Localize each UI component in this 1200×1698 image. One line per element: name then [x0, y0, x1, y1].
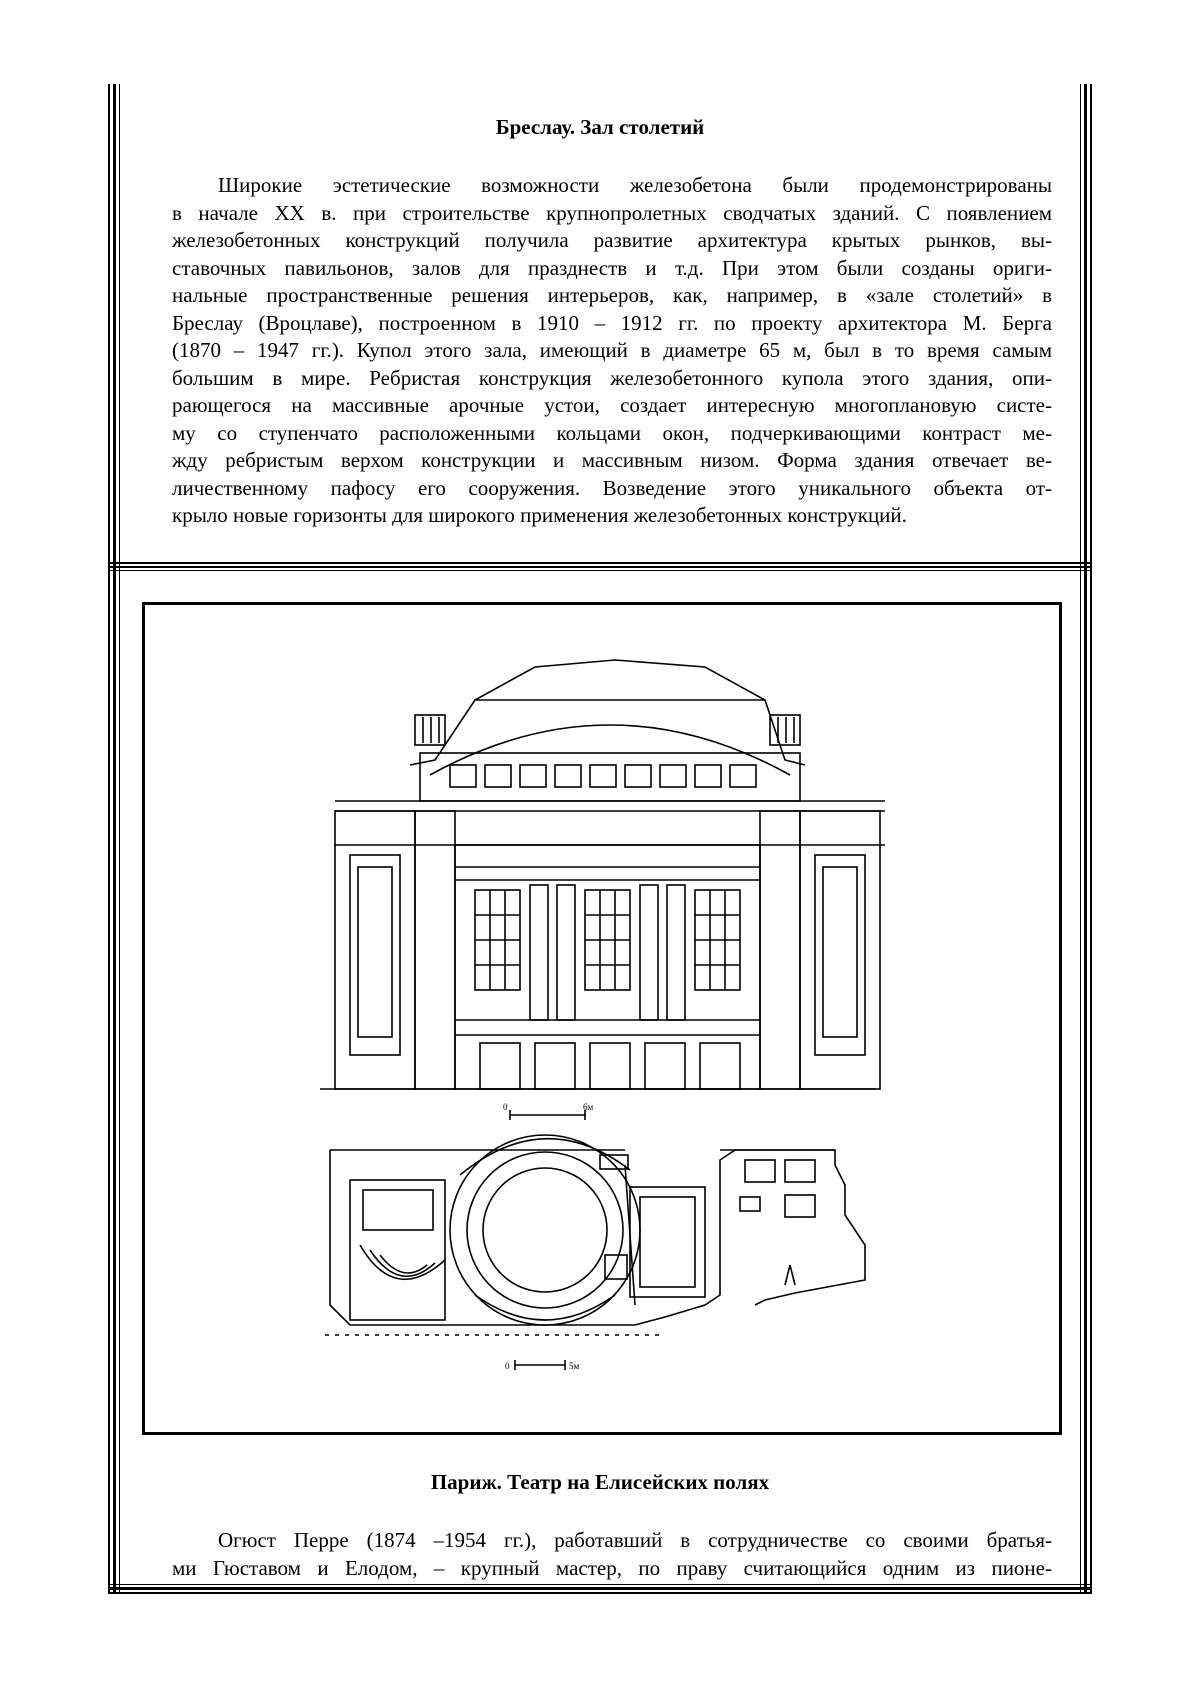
- border-right-outer: [1090, 84, 1092, 1594]
- section-heading: Париж. Театр на Елисейских полях: [430, 1470, 770, 1494]
- paragraph-line: железобетонных конструкций получила развитие архитектура крытых рынков, вы-: [172, 228, 1052, 252]
- section-heading: Бреслау. Зал столетий: [495, 115, 705, 139]
- ground-plan: [325, 1135, 865, 1371]
- border-bottom-inner: [108, 1584, 1092, 1585]
- paragraph-line: личественному пафосу его сооружения. Возведение этого уникального объекта от-: [172, 475, 1052, 500]
- section-paragraph: [172, 1527, 1052, 1582]
- paragraph-line: Бреслау (Вроцлаве), построенном в 1910 – 1912 гг. по проекту архитектора М. Берга: [172, 310, 1052, 335]
- border-left-inner: [119, 84, 120, 1594]
- paragraph-line: нальные пространственные решения интерьеров, как, например, в «зале столетий» в: [172, 283, 1052, 307]
- facade-scale-start-label: 0: [503, 1102, 508, 1112]
- separator-middle: [108, 566, 1092, 568]
- border-bottom-middle: [108, 1587, 1092, 1590]
- paragraph-line: (1870 – 1947 гг.). Купол этого зала, имеющий в диаметре 65 м, был в то время самым: [172, 338, 1052, 362]
- paragraph-line: рающегося на массивные арочные устои, создает интересную многоплановую систе-: [172, 393, 1052, 417]
- paragraph-line: большим в мире. Ребристая конструкция железобетонного купола этого здания, опи-: [172, 365, 1052, 390]
- border-right-middle: [1084, 84, 1087, 1594]
- paragraph-line: Широкие эстетические возможности железобетона были продемонстрированы: [218, 173, 1052, 197]
- plan-scale-start-label: 0: [505, 1361, 510, 1371]
- paragraph-line: ми Гюставом и Елодом, – крупный мастер, по праву считающийся одним из пионе-: [172, 1555, 1052, 1580]
- border-left-outer: [108, 84, 110, 1594]
- paragraph-line: му со ступенчато расположенными кольцами окон, подчеркивающими контраст ме-: [172, 420, 1052, 445]
- paragraph-line: в начале XX в. при строительстве крупнопролетных сводчатых зданий. С появлением: [172, 200, 1052, 225]
- paragraph-line: ставочных павильонов, залов для празднеств и т.д. При этом были созданы ориги-: [172, 255, 1052, 280]
- separator-inner: [108, 570, 1092, 571]
- border-right-inner: [1080, 84, 1081, 1594]
- border-bottom-outer: [108, 1592, 1092, 1594]
- paragraph-line: Огюст Перре (1874 –1954 гг.), работавший в сотрудничестве со своими братья-: [218, 1528, 1052, 1552]
- paragraph-line: крыло новые горизонты для широкого применения железобетонных конструкций.: [172, 503, 907, 527]
- separator-outer-top: [108, 562, 1092, 564]
- section-paragraph: [172, 172, 1052, 530]
- facade-scale-end-label: 6м: [583, 1102, 594, 1112]
- plan-scale-end-label: 5м: [569, 1361, 580, 1371]
- figure-frame: [142, 602, 1062, 1435]
- architectural-drawing: [145, 605, 1059, 1432]
- paragraph-line: жду ребристым верхом конструкции и массивным низом. Форма здания отвечает ве-: [172, 448, 1052, 472]
- facade-elevation: [320, 660, 885, 1120]
- border-left-middle: [113, 84, 116, 1594]
